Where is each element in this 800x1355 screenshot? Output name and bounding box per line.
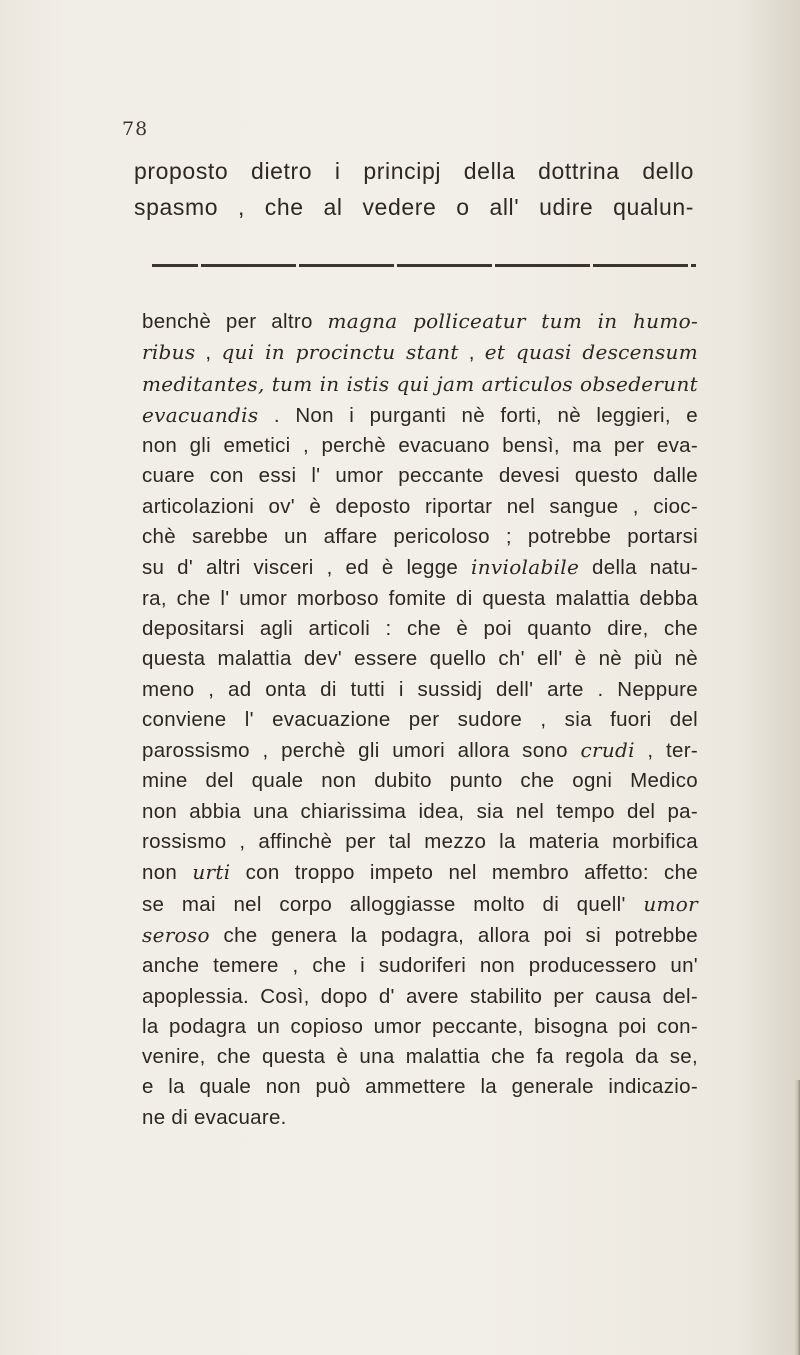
- text-run: ne di evacuare.: [142, 1105, 287, 1129]
- text-run: questa malattia dev' essere quello ch' ell' è nè più nè: [142, 647, 698, 671]
- italic-text-run: meditantes, tum in istis qui jam articulos obsederunt: [142, 371, 698, 396]
- text-line: [142, 1012, 698, 1042]
- text-run: chè sarebbe un affare pericoloso ; potrebbe portarsi: [142, 525, 698, 549]
- text-run: cuare con essi l' umor peccante devesi questo dalle: [142, 464, 698, 488]
- main-paragraph: [142, 306, 698, 1133]
- text-run: benchè per altro: [142, 310, 328, 333]
- text-line: [142, 644, 698, 674]
- text-line: [142, 797, 698, 827]
- text-run: . Non i purganti nè forti, nè leggieri, e: [258, 403, 698, 427]
- text-line: [142, 1072, 698, 1102]
- text-line: [142, 889, 698, 920]
- text-run: non abbia una chiarissima idea, sia nel tempo del pa-: [142, 799, 698, 823]
- text-run: venire, che questa è una malattia che fa regola da se,: [142, 1045, 698, 1069]
- italic-text-run: urti: [192, 860, 231, 885]
- italic-text-run: umor: [643, 891, 698, 916]
- text-line: [142, 337, 698, 368]
- text-run: se mai nel corpo alloggiasse molto di quell': [142, 892, 644, 916]
- text-run: anche temere , che i sudoriferi non producessero un': [142, 954, 698, 978]
- previous-section-text: [134, 153, 694, 225]
- text-run: meno , ad onta di tutti i sussidj dell' arte . Neppure: [142, 677, 698, 701]
- text-run: conviene l' evacuazione per sudore , sia fuori del: [142, 707, 698, 731]
- text-line: [142, 584, 698, 614]
- text-line: [142, 920, 698, 951]
- italic-text-run: ribus: [142, 340, 196, 365]
- text-line: [142, 1042, 698, 1072]
- italic-text-run: inviolabile: [471, 555, 580, 580]
- text-line: [142, 735, 698, 766]
- text-run: la podagra un copioso umor peccante, bisogna poi con-: [142, 1014, 698, 1038]
- text-run: ,: [458, 341, 485, 365]
- page-number: 78: [122, 118, 149, 140]
- text-line: [142, 982, 698, 1012]
- text-line: [142, 492, 698, 522]
- text-line: [142, 552, 698, 583]
- text-run: non: [142, 861, 193, 885]
- text-run: rossismo , affinchè per tal mezzo la materia morbifica: [142, 830, 698, 854]
- text-run: articolazioni ov' è deposto riportar nel sangue , cioc-: [142, 494, 698, 518]
- text-run: non gli emetici , perchè evacuano bensì, ma per eva-: [142, 434, 698, 458]
- italic-text-run: seroso: [142, 922, 210, 947]
- italic-text-run: qui in procinctu stant: [221, 340, 459, 365]
- text-run: depositarsi agli articoli : che è poi quanto dire, che: [142, 616, 698, 640]
- text-line: [142, 522, 698, 552]
- text-line: [142, 827, 698, 857]
- text-run: con troppo impeto nel membro affetto: che: [230, 861, 698, 885]
- text-run: mine del quale non dubito punto che ogni Medico: [142, 769, 698, 793]
- text-line: [142, 369, 698, 400]
- text-run: della natu-: [579, 556, 699, 580]
- text-line: [142, 614, 698, 644]
- text-line: spasmo , che al vedere o all' udire qualun-: [134, 194, 694, 220]
- text-run: che genera la podagra, allora poi si potrebbe: [209, 923, 698, 947]
- text-line: [142, 306, 698, 337]
- text-line: [142, 1103, 698, 1133]
- page-edge-shadow: [794, 1080, 800, 1355]
- italic-text-run: magna polliceatur tum in humo-: [327, 309, 699, 333]
- text-run: ra, che l' umor morboso fomite di questa malattia debba: [142, 586, 698, 610]
- italic-text-run: et quasi descensum: [484, 340, 698, 365]
- text-line: [142, 400, 698, 431]
- text-line: [142, 675, 698, 705]
- text-line: [142, 705, 698, 735]
- text-line: proposto dietro i principj della dottrina dello: [134, 158, 694, 184]
- italic-text-run: crudi: [580, 738, 635, 763]
- text-line: [142, 857, 698, 888]
- text-line: [142, 461, 698, 491]
- text-run: parossismo , perchè gli umori allora sono: [142, 739, 581, 763]
- italic-text-run: evacuandis: [142, 402, 259, 427]
- text-run: e la quale non può ammettere la generale indicazio-: [142, 1075, 698, 1099]
- section-divider-rule: [152, 264, 696, 267]
- text-run: apoplessia. Così, dopo d' avere stabilito per causa del-: [142, 984, 698, 1008]
- text-line: [142, 431, 698, 461]
- text-line: [142, 766, 698, 796]
- text-run: , ter-: [634, 739, 698, 763]
- text-run: su d' altri visceri , ed è legge: [142, 556, 472, 580]
- text-line: [142, 951, 698, 981]
- text-run: ,: [195, 341, 222, 365]
